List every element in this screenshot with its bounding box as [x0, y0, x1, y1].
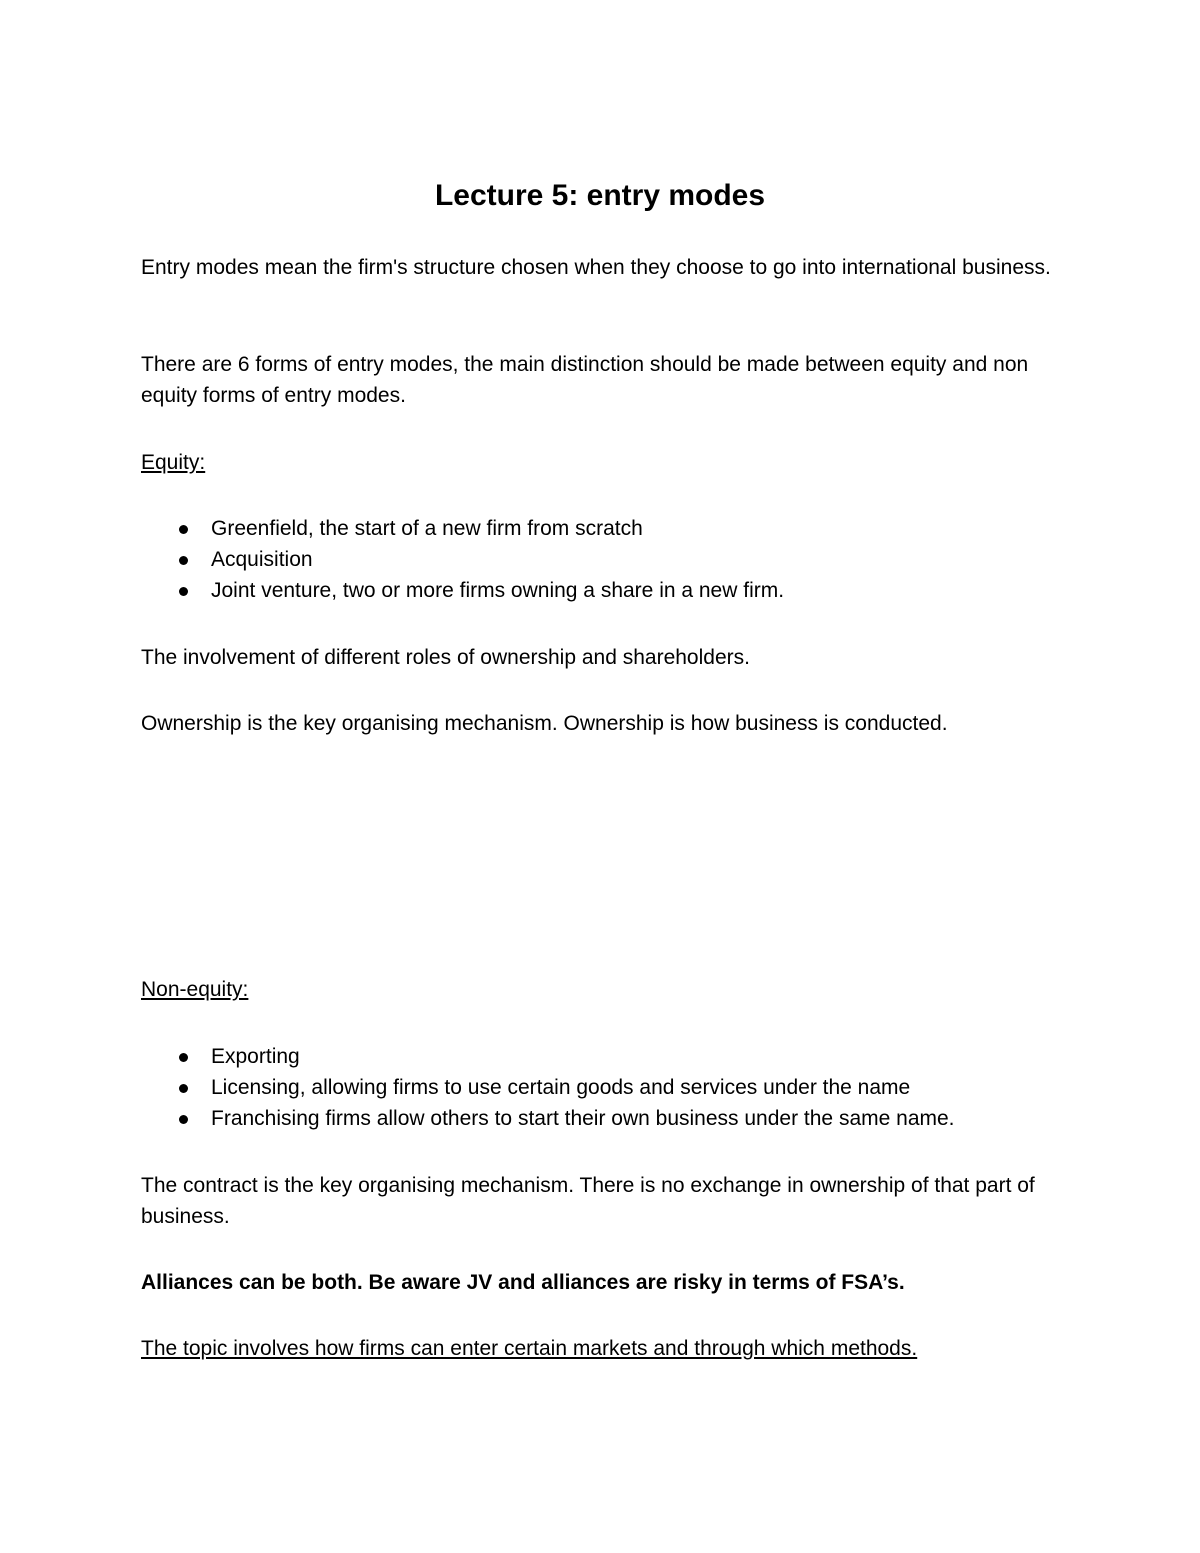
involvement-paragraph: The involvement of different roles of ownership and shareholders. [141, 646, 750, 669]
bullet-icon [179, 1053, 188, 1062]
list-item [141, 1072, 1071, 1103]
list-item-text: Licensing, allowing firms to use certain goods and services under the name [211, 1076, 911, 1099]
ownership-paragraph: Ownership is the key organising mechanism. Ownership is how business is conducted. [141, 712, 948, 735]
list-item [141, 513, 1071, 544]
forms-paragraph: There are 6 forms of entry modes, the main distinction should be made between equity and non equity forms of entry modes. [141, 353, 1029, 407]
bullet-icon [179, 525, 188, 534]
bullet-icon [179, 556, 188, 565]
list-item-text: Franchising firms allow others to start their own business under the same name. [211, 1107, 955, 1130]
equity-heading: Equity: [141, 451, 206, 474]
non-equity-heading: Non-equity: [141, 978, 249, 1001]
intro-paragraph: Entry modes mean the firm's structure chosen when they choose to go into international business. [141, 256, 1051, 279]
list-item-text: Exporting [211, 1045, 300, 1068]
bullet-icon [179, 587, 188, 596]
equity-list [141, 513, 1071, 606]
contract-paragraph: The contract is the key organising mechanism. There is no exchange in ownership of that part of business. [141, 1174, 1035, 1228]
bullet-icon [179, 1084, 188, 1093]
page-title: Lecture 5: entry modes [434, 179, 766, 212]
bullet-icon [179, 1115, 188, 1124]
list-item [141, 1041, 1071, 1072]
topic-paragraph: The topic involves how firms can enter certain markets and through which methods. [141, 1337, 918, 1360]
list-item [141, 544, 1071, 575]
list-item [141, 1103, 1071, 1134]
list-item-text: Joint venture, two or more firms owning a share in a new firm. [211, 579, 785, 602]
alliances-paragraph: Alliances can be both. Be aware JV and alliances are risky in terms of FSA’s. [141, 1271, 905, 1294]
non-equity-list [141, 1041, 1071, 1134]
list-item-text: Greenfield, the start of a new firm from scratch [211, 517, 643, 540]
list-item-text: Acquisition [211, 548, 313, 571]
list-item [141, 575, 1071, 606]
